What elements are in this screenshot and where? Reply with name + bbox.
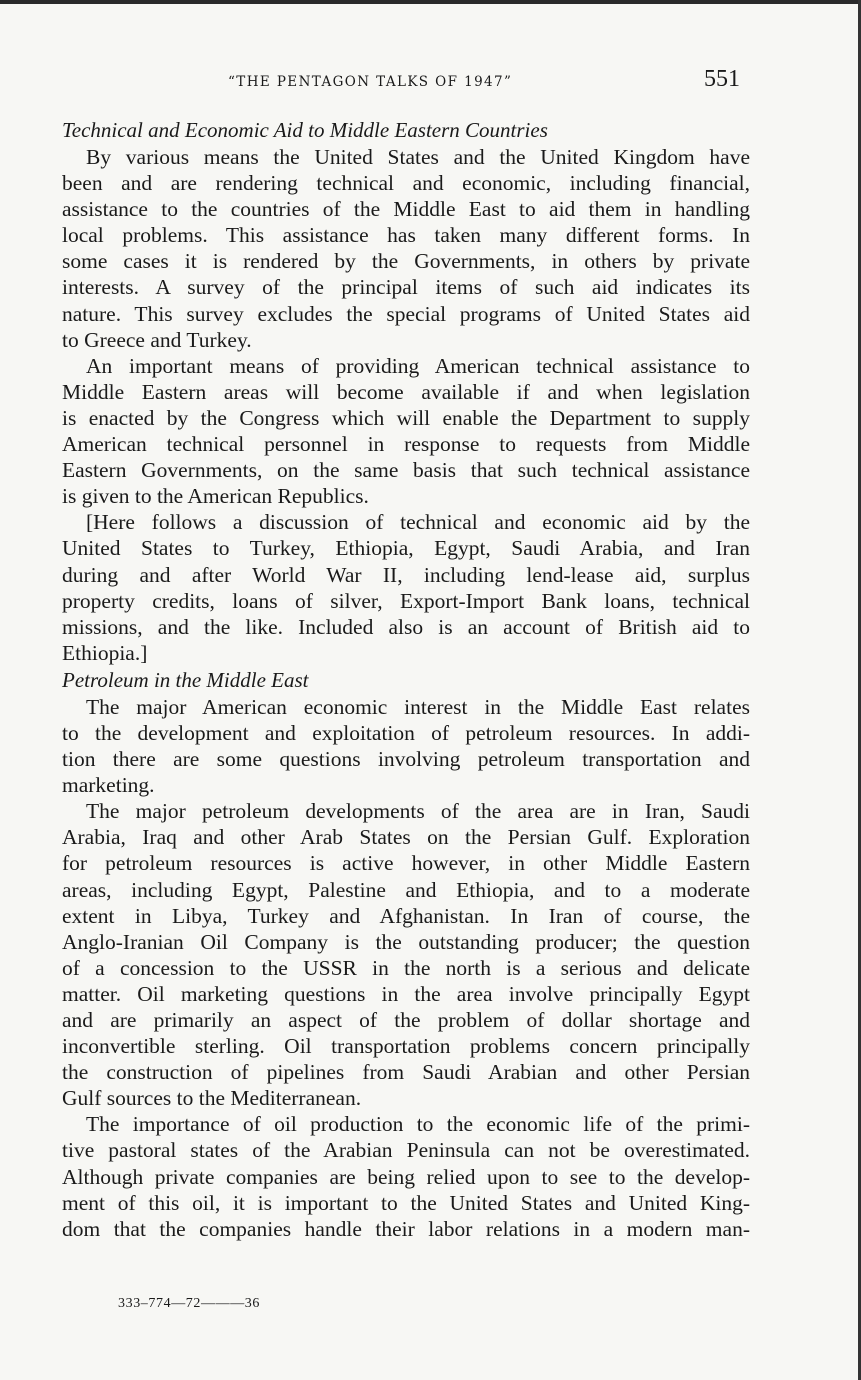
text-line: United States to Turkey, Ethiopia, Egypt, Saudi Arabia, and Iran [62, 536, 750, 561]
body-text [62, 116, 750, 1242]
print-code-footer: 333–774—72———36 [118, 1296, 260, 1311]
text-line: is given to the American Republics. [62, 484, 369, 509]
section-heading: Petroleum in the Middle East [62, 667, 309, 692]
running-head [0, 66, 861, 96]
text-line: American technical personnel in response to requests from Middle [62, 432, 750, 457]
text-line: matter. Oil marketing questions in the area involve principally Egypt [62, 981, 750, 1006]
text-line: tion there are some questions involving petroleum transportation and [62, 747, 750, 772]
text-line: interests. A survey of the principal items of such aid indicates its [62, 275, 750, 300]
text-line: to the development and exploitation of petroleum resources. In addi- [62, 720, 750, 745]
text-line: Gulf sources to the Mediterranean. [62, 1086, 362, 1111]
text-line: tive pastoral states of the Arabian Peninsula can not be overestimated. [62, 1138, 750, 1163]
text-line: assistance to the countries of the Middle East to aid them in handling [62, 197, 750, 222]
page-number: 551 [704, 66, 740, 92]
text-line: [Here follows a discussion of technical and economic aid by the [86, 510, 750, 535]
top-page-rule [0, 0, 861, 4]
text-line: The major petroleum developments of the area are in Iran, Saudi [86, 799, 750, 824]
paragraph [62, 509, 750, 666]
text-line: missions, and the like. Included also is an account of British aid to [62, 614, 750, 639]
text-line: marketing. [62, 773, 155, 798]
text-line: and are primarily an aspect of the problem of dollar shortage and [62, 1008, 750, 1032]
text-line: dom that the companies handle their labor relations in a modern man- [62, 1216, 750, 1241]
section-heading: Technical and Economic Aid to Middle Eastern Countries [62, 118, 548, 142]
text-line: of a concession to the USSR in the north is a serious and delicate [62, 955, 750, 980]
text-line: The major American economic interest in the Middle East relates [86, 694, 750, 719]
text-line: Anglo-Iranian Oil Company is the outstanding producer; the question [62, 929, 750, 954]
text-line: ment of this oil, it is important to the United States and United King- [62, 1190, 750, 1215]
paragraph [62, 144, 750, 353]
text-line: inconvertible sterling. Oil transportation problems concern principally [62, 1034, 750, 1059]
text-line: some cases it is rendered by the Governments, in others by private [62, 249, 750, 274]
text-line: nature. This survey excludes the special programs of United States aid [62, 301, 750, 326]
paragraph [62, 798, 750, 1111]
text-line: is enacted by the Congress which will enable the Department to supply [62, 405, 750, 430]
text-line: Ethiopia.] [62, 640, 148, 665]
paragraph [62, 1111, 750, 1241]
text-line: to Greece and Turkey. [62, 327, 252, 352]
text-line: Although private companies are being relied upon to see to the develop- [62, 1164, 750, 1189]
text-line: during and after World War II, including lend-lease aid, surplus [62, 562, 750, 587]
running-title: “THE PENTAGON TALKS OF 1947” [228, 74, 513, 90]
text-line: been and are rendering technical and economic, including financial, [62, 171, 750, 196]
text-line: Eastern Governments, on the same basis that such technical assistance [62, 458, 750, 483]
text-line: An important means of providing American technical assistance to [86, 353, 750, 378]
text-line: the construction of pipelines from Saudi Arabian and other Persian [62, 1060, 750, 1085]
text-line: The importance of oil production to the economic life of the primi- [86, 1112, 750, 1137]
text-line: for petroleum resources is active however, in other Middle Eastern [62, 851, 750, 876]
paragraph [62, 353, 750, 510]
text-line: property credits, loans of silver, Export-Import Bank loans, technical [62, 588, 750, 613]
text-line: extent in Libya, Turkey and Afghanistan. In Iran of course, the [62, 903, 750, 928]
text-line: By various means the United States and the United Kingdom have [86, 145, 750, 169]
text-line: areas, including Egypt, Palestine and Ethiopia, and to a moderate [62, 877, 750, 902]
text-line: Middle Eastern areas will become available if and when legislation [62, 379, 750, 404]
text-line: Arabia, Iraq and other Arab States on the Persian Gulf. Exploration [62, 825, 750, 850]
paragraph [62, 694, 750, 798]
text-line: local problems. This assistance has taken many different forms. In [62, 223, 750, 248]
